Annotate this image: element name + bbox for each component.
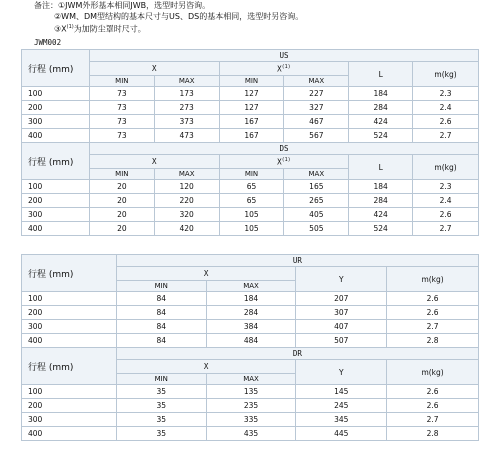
cell: 507 (296, 334, 387, 348)
cell: 400 (22, 427, 117, 441)
section-label-us: US (89, 50, 478, 62)
cell: 2.6 (413, 208, 479, 222)
cell: 407 (296, 320, 387, 334)
stroke-header: 行程 (mm) (22, 50, 90, 87)
cell: 65 (219, 194, 284, 208)
m-header: m(kg) (387, 267, 479, 292)
x-header: X (116, 267, 296, 281)
cell: 2.6 (387, 399, 479, 413)
cell: 20 (89, 180, 154, 194)
stroke-header: 行程 (mm) (22, 255, 117, 292)
table-row (22, 334, 479, 348)
cell: 400 (22, 222, 90, 236)
cell: 105 (219, 208, 284, 222)
cell: 184 (206, 292, 296, 306)
cell: 165 (284, 180, 349, 194)
cell: 2.6 (387, 385, 479, 399)
cell: 135 (206, 385, 296, 399)
cell: 467 (284, 115, 349, 129)
table-row (22, 399, 479, 413)
cell: 2.8 (387, 334, 479, 348)
x-header: X (116, 360, 296, 374)
cell: 167 (219, 129, 284, 143)
table-row (22, 385, 479, 399)
cell: 73 (89, 129, 154, 143)
cell: 384 (206, 320, 296, 334)
cell: 127 (219, 87, 284, 101)
cell: 127 (219, 101, 284, 115)
cell: 200 (22, 194, 90, 208)
cell: 424 (349, 115, 413, 129)
cell: 300 (22, 115, 90, 129)
section-label-ur: UR (116, 255, 478, 267)
cell: 567 (284, 129, 349, 143)
cell: 300 (22, 413, 117, 427)
cell: 373 (154, 115, 219, 129)
cell: 20 (89, 222, 154, 236)
table-row (22, 306, 479, 320)
l-header: L (349, 62, 413, 87)
cell: 284 (349, 194, 413, 208)
max-header: MAX (206, 374, 296, 385)
cell: 100 (22, 180, 90, 194)
min-header: MIN (89, 76, 154, 87)
cell: 327 (284, 101, 349, 115)
cell: 20 (89, 194, 154, 208)
table-row (22, 194, 479, 208)
stroke-header: 行程 (mm) (22, 143, 90, 180)
cell: 145 (296, 385, 387, 399)
table-row (22, 320, 479, 334)
cell: 2.7 (413, 129, 479, 143)
model-code: JWM002 (34, 38, 62, 47)
cell: 200 (22, 399, 117, 413)
cell: 400 (22, 129, 90, 143)
cell: 345 (296, 413, 387, 427)
table-row (22, 208, 479, 222)
cell: 335 (206, 413, 296, 427)
m-header: m(kg) (413, 62, 479, 87)
cell: 84 (116, 306, 206, 320)
cell: 2.6 (387, 306, 479, 320)
cell: 100 (22, 87, 90, 101)
table-row (22, 87, 479, 101)
cell: 2.8 (387, 427, 479, 441)
cell: 167 (219, 115, 284, 129)
stroke-header: 行程 (mm) (22, 348, 117, 385)
cell: 2.6 (413, 115, 479, 129)
cell: 405 (284, 208, 349, 222)
cell: 400 (22, 334, 117, 348)
cell: 2.3 (413, 180, 479, 194)
notes (34, 0, 303, 35)
cell: 207 (296, 292, 387, 306)
cell: 2.7 (387, 413, 479, 427)
cell: 473 (154, 129, 219, 143)
min-header: MIN (89, 169, 154, 180)
min-header: MIN (116, 281, 206, 292)
x1-header: $X^{(1)}$ (219, 62, 349, 76)
table-row (22, 180, 479, 194)
max-header: MAX (154, 76, 219, 87)
cell: 35 (116, 413, 206, 427)
cell: 200 (22, 306, 117, 320)
cell: 245 (296, 399, 387, 413)
cell: 300 (22, 320, 117, 334)
min-header: MIN (219, 76, 284, 87)
m-header: m(kg) (387, 360, 479, 385)
x-header: X (89, 62, 219, 76)
cell: 100 (22, 292, 117, 306)
cell: 227 (284, 87, 349, 101)
cell: 84 (116, 292, 206, 306)
cell: 284 (349, 101, 413, 115)
note-1: 备注：①JWM外形基本相同JWB，选型时另咨询。 (34, 1, 211, 10)
cell: 105 (219, 222, 284, 236)
x-header: X (89, 155, 219, 169)
cell: 35 (116, 385, 206, 399)
table-row (22, 129, 479, 143)
cell: 73 (89, 87, 154, 101)
table-row (22, 292, 479, 306)
cell: 173 (154, 87, 219, 101)
l-header: L (349, 155, 413, 180)
section-label-ds: DS (89, 143, 478, 155)
table-row (22, 101, 479, 115)
cell: 505 (284, 222, 349, 236)
min-header: MIN (219, 169, 284, 180)
min-header: MIN (116, 374, 206, 385)
max-header: MAX (154, 169, 219, 180)
cell: 84 (116, 334, 206, 348)
cell: 100 (22, 385, 117, 399)
cell: 424 (349, 208, 413, 222)
cell: 84 (116, 320, 206, 334)
cell: 35 (116, 427, 206, 441)
table-row (22, 427, 479, 441)
section-label-dr: DR (116, 348, 478, 360)
cell: 524 (349, 222, 413, 236)
max-header: MAX (284, 76, 349, 87)
cell: 235 (206, 399, 296, 413)
max-header: MAX (284, 169, 349, 180)
y-header: Y (296, 267, 387, 292)
cell: 2.3 (413, 87, 479, 101)
table-row (22, 413, 479, 427)
dimension-table-us-ds (21, 49, 479, 236)
table-row (22, 222, 479, 236)
cell: 524 (349, 129, 413, 143)
x1-header: $X^{(1)}$ (219, 155, 349, 169)
cell: 200 (22, 101, 90, 115)
cell: 2.6 (387, 292, 479, 306)
cell: 73 (89, 101, 154, 115)
cell: 420 (154, 222, 219, 236)
cell: 2.7 (413, 222, 479, 236)
cell: 35 (116, 399, 206, 413)
note-2: ②WM、DM型结构的基本尺寸与US、DS的基本相同，选型时另咨询。 (54, 12, 304, 21)
note-3: $③X^{(1)}$为加防尘罩时尺寸。 (54, 24, 146, 34)
cell: 73 (89, 115, 154, 129)
cell: 307 (296, 306, 387, 320)
cell: 320 (154, 208, 219, 222)
cell: 445 (296, 427, 387, 441)
cell: 435 (206, 427, 296, 441)
cell: 300 (22, 208, 90, 222)
cell: 184 (349, 180, 413, 194)
max-header: MAX (206, 281, 296, 292)
m-header: m(kg) (413, 155, 479, 180)
cell: 220 (154, 194, 219, 208)
cell: 120 (154, 180, 219, 194)
cell: 273 (154, 101, 219, 115)
table-row (22, 115, 479, 129)
dimension-table-ur-dr (21, 254, 479, 441)
cell: 20 (89, 208, 154, 222)
cell: 265 (284, 194, 349, 208)
cell: 484 (206, 334, 296, 348)
cell: 2.4 (413, 194, 479, 208)
y-header: Y (296, 360, 387, 385)
cell: 284 (206, 306, 296, 320)
cell: 65 (219, 180, 284, 194)
cell: 2.4 (413, 101, 479, 115)
cell: 184 (349, 87, 413, 101)
cell: 2.7 (387, 320, 479, 334)
